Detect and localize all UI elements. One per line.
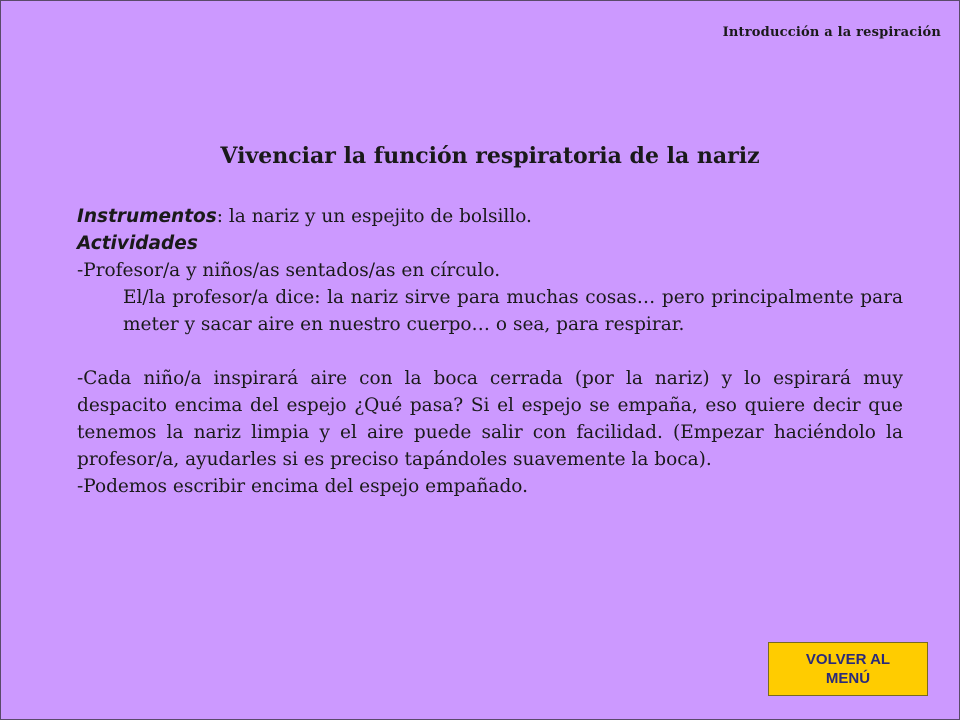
slide-body (77, 203, 903, 500)
instruments-label: Instrumentos (77, 206, 217, 227)
activity-1-detail: El/la profesor/a dice: la nariz sirve para muchas cosas… pero principalmente para meter y sacar aire en nuestro cuerpo… o sea, para respirar. (123, 287, 903, 335)
activities-label (77, 230, 903, 257)
menu-button-line1: VOLVER AL (805, 651, 891, 668)
slide-title: Vivenciar la función respiratoria de la nariz (220, 143, 760, 169)
spacer (77, 338, 903, 365)
menu-button-line2: MENÚ (825, 670, 871, 687)
back-to-menu-button[interactable] (768, 642, 928, 696)
activity-3: -Podemos escribir encima del espejo empañado. (77, 476, 528, 497)
activities-label-text: Actividades (77, 233, 198, 254)
activity-1-intro: -Profesor/a y niños/as sentados/as en círculo. (77, 260, 501, 281)
header-title: Introducción a la respiración (722, 25, 941, 40)
instruments-text: : la nariz y un espejito de bolsillo. (216, 206, 532, 227)
instruments-line (77, 203, 903, 230)
activity-2: -Cada niño/a inspirará aire con la boca cerrada (por la nariz) y lo espirará muy despacito encima del espejo ¿Qué pasa? Si el espejo se empaña, eso quiere decir que tenemos la nariz limpia y el aire puede salir con facilidad. (Empezar haciéndolo la profesor/a, ayudarles si es preciso tapándoles suavemente la boca). (77, 368, 903, 470)
